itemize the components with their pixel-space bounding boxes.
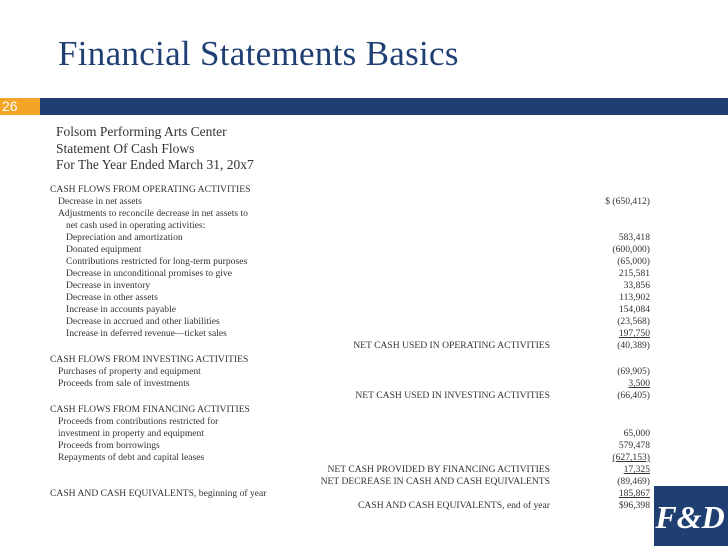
statement-row [0,328,728,340]
row-label: net cash used in operating activities: [66,220,206,231]
row-label: Decrease in other assets [66,292,158,303]
statement-row [0,476,728,488]
statement-name: Statement Of Cash Flows [56,141,195,156]
subtotal-label: NET CASH USED IN INVESTING ACTIVITIES [355,390,550,401]
row-label: Decrease in net assets [58,196,142,207]
row-amount: (65,000) [617,256,650,267]
row-amount: 197,750 [618,328,650,339]
statement-row [0,378,728,390]
row-label: Donated equipment [66,244,142,255]
statement-row [0,220,728,232]
row-amount: 113,902 [619,292,650,303]
subtotal-label: NET CASH USED IN OPERATING ACTIVITIES [353,340,550,351]
subtotal-label: NET CASH PROVIDED BY FINANCING ACTIVITIES [327,464,550,475]
statement-row [0,500,728,512]
statement-row [0,416,728,428]
statement-row [0,366,728,378]
statement-row [0,232,728,244]
row-amount: (69,905) [617,366,650,377]
row-amount: (89,469) [617,476,650,487]
statement-row [0,280,728,292]
row-amount: (600,000) [612,244,650,255]
statement-row [0,316,728,328]
row-amount: 215,581 [618,268,650,279]
statement-row [0,244,728,256]
row-label: CASH FLOWS FROM INVESTING ACTIVITIES [50,354,249,365]
subtotal-label: NET DECREASE IN CASH AND CASH EQUIVALENTS [320,476,550,487]
statement-row [0,404,728,416]
row-label: Decrease in unconditional promises to give [66,268,232,279]
statement-row [0,340,728,352]
row-label: CASH FLOWS FROM OPERATING ACTIVITIES [50,184,251,195]
slide-number: 26 [0,98,40,115]
row-amount: 33,856 [623,280,650,291]
statement-row [0,292,728,304]
slide-title: Financial Statements Basics [58,34,459,73]
row-amount: (66,405) [617,390,650,401]
row-amount: (40,389) [617,340,650,351]
organization-name: Folsom Performing Arts Center [56,124,227,139]
row-label: Increase in deferred revenue—ticket sales [66,328,227,339]
logo-text: F&D [655,499,725,535]
row-label: Proceeds from contributions restricted for [58,416,219,427]
subtotal-label: CASH AND CASH EQUIVALENTS, end of year [358,500,550,511]
statement-row [0,208,728,220]
statement-row [0,196,728,208]
row-label: Proceeds from borrowings [58,440,160,451]
statement-row [0,268,728,280]
slide-header-bar [0,98,728,115]
statement-row [0,304,728,316]
row-label: investment in property and equipment [58,428,205,439]
row-amount: 3,500 [628,378,650,389]
row-label: Purchases of property and equipment [58,366,201,377]
statement-row [0,354,728,366]
row-amount: 579,478 [618,440,650,451]
row-label: CASH FLOWS FROM FINANCING ACTIVITIES [50,404,250,415]
statement-row [0,464,728,476]
statement-row [0,488,728,500]
statement-row [0,256,728,268]
row-amount: 185,867 [618,488,650,499]
row-label: CASH AND CASH EQUIVALENTS, beginning of year [50,488,267,499]
statement-period: For The Year Ended March 31, 20x7 [56,157,254,172]
row-label: Increase in accounts payable [66,304,177,315]
row-label: Repayments of debt and capital leases [58,452,205,463]
statement-row [0,390,728,402]
row-label: Decrease in accrued and other liabilities [66,316,220,327]
row-label: Contributions restricted for long-term purposes [66,256,248,267]
row-amount: 17,325 [623,464,650,475]
row-amount: (627,153) [612,452,650,463]
row-label: Proceeds from sale of investments [58,378,190,389]
row-label: Depreciation and amortization [66,232,183,243]
row-amount: $ (650,412) [605,196,650,207]
row-amount: (23,568) [617,316,650,327]
header-rule [40,98,728,115]
statement-row [0,184,728,196]
row-amount: 154,084 [618,304,650,315]
statement-row [0,452,728,464]
statement-row [0,440,728,452]
statement-row [0,428,728,440]
row-label: Decrease in inventory [66,280,151,291]
row-amount: 583,418 [618,232,650,243]
row-amount: 65,000 [623,428,650,439]
row-amount: $96,398 [618,500,650,511]
fd-logo [654,486,728,546]
row-label: Adjustments to reconcile decrease in net assets to [58,208,248,219]
